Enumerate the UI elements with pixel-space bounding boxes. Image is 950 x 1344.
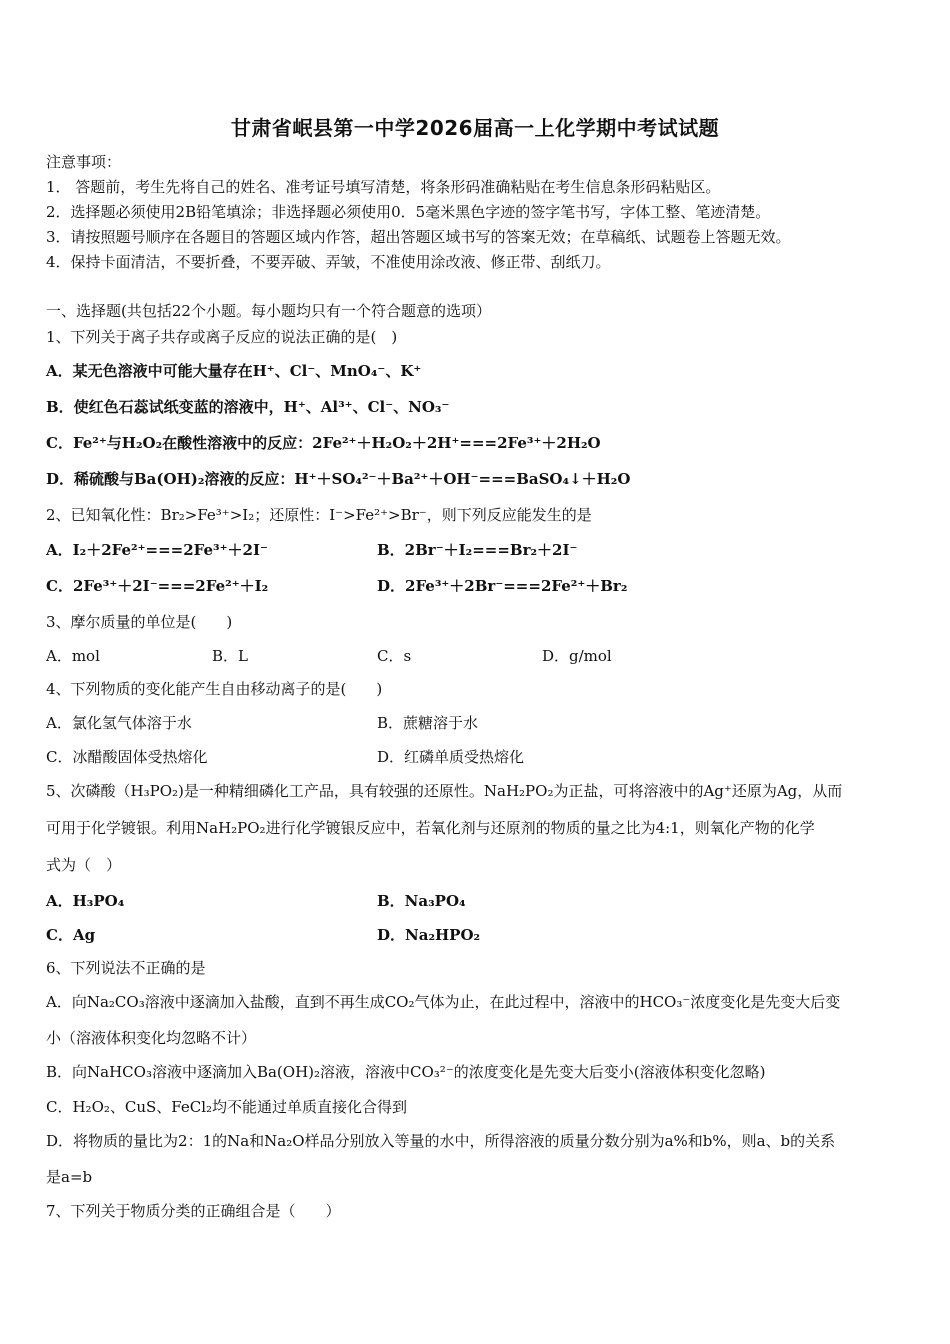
question-4-option-c: C．冰醋酸固体受热熔化 [46,748,208,766]
question-6-stem: 6、下列说法不正确的是 [46,959,206,977]
question-5-option-c: C．Ag [46,926,96,944]
question-3-option-c: C．s [377,647,412,665]
question-3-stem: 3、摩尔质量的单位是( ) [46,613,233,631]
question-5-option-a: A．H₃PO₄ [46,892,125,910]
question-4-option-a: A．氯化氢气体溶于水 [46,714,192,732]
question-6-option-d-line-1: D．将物质的量比为2：1的Na和Na₂O样品分别放入等量的水中，所得溶液的质量分数分别为a%和b%，则a、b的关系 [46,1132,836,1150]
question-2-option-a: A．I₂＋2Fe²⁺===2Fe³⁺＋2I⁻ [46,541,268,559]
note-item-3: 3．请按照题号顺序在各题目的答题区域内作答，超出答题区域书写的答案无效；在草稿纸、试题卷上答题无效。 [46,228,791,246]
question-1-option-b: B．使红色石蕊试纸变蓝的溶液中，H⁺、Al³⁺、Cl⁻、NO₃⁻ [46,398,450,416]
question-6-option-b: B．向NaHCO₃溶液中逐滴加入Ba(OH)₂溶液，溶液中CO₃²⁻的浓度变化是先变大后变小(溶液体积变化忽略) [46,1063,766,1081]
question-2-option-b: B．2Br⁻＋I₂===Br₂＋2I⁻ [377,541,578,559]
question-3-option-a: A．mol [46,647,100,665]
question-1-stem: 1、下列关于离子共存或离子反应的说法正确的是( ) [46,328,398,346]
question-7-stem: 7、下列关于物质分类的正确组合是（ ） [46,1202,341,1220]
note-item-1: 1． 答题前，考生先将自己的姓名、准考证号填写清楚，将条形码准确粘贴在考生信息条形码粘贴区。 [46,178,721,196]
question-2-option-c: C．2Fe³⁺＋2I⁻===2Fe²⁺＋I₂ [46,577,269,595]
question-5-stem-line-2: 可用于化学镀银。利用NaH₂PO₂进行化学镀银反应中，若氧化剂与还原剂的物质的量之比为4:1，则氧化产物的化学 [46,819,815,837]
question-5-option-b: B．Na₃PO₄ [377,892,466,910]
note-item-4: 4．保持卡面清洁，不要折叠，不要弄破、弄皱，不准使用涂改液、修正带、刮纸刀。 [46,253,611,271]
question-6-option-c: C．H₂O₂、CuS、FeCl₂均不能通过单质直接化合得到 [46,1098,408,1116]
note-item-2: 2．选择题必须使用2B铅笔填涂；非选择题必须使用0．5毫米黑色字迹的签字笔书写，字体工整、笔迹清楚。 [46,203,771,221]
section-heading: 一、选择题(共包括22个小题。每小题均只有一个符合题意的选项） [46,302,491,320]
question-6-option-d-line-2: 是a=b [46,1168,93,1186]
question-3-option-b: B．L [212,647,248,665]
question-1-option-d: D．稀硫酸与Ba(OH)₂溶液的反应：H⁺＋SO₄²⁻＋Ba²⁺＋OH⁻===BaSO₄↓＋H₂O [46,470,631,488]
question-5-stem-line-3: 式为（ ） [46,856,122,874]
question-5-option-d: D．Na₂HPO₂ [377,926,481,944]
question-2-stem: 2、已知氧化性：Br₂>Fe³⁺>I₂；还原性：I⁻>Fe²⁺>Br⁻，则下列反应能发生的是 [46,506,592,524]
question-6-option-a-line-2: 小（溶液体积变化均忽略不计） [46,1029,257,1047]
question-2-option-d: D．2Fe³⁺＋2Br⁻===2Fe²⁺＋Br₂ [377,577,628,595]
question-6-option-a-line-1: A．向Na₂CO₃溶液中逐滴加入盐酸，直到不再生成CO₂气体为止，在此过程中，溶液中的HCO₃⁻浓度变化是先变大后变 [46,993,841,1011]
question-4-option-d: D．红磷单质受热熔化 [377,748,525,766]
page-title: 甘肃省岷县第一中学2026届高一上化学期中考试试题 [230,116,720,140]
question-4-stem: 4、下列物质的变化能产生自由移动离子的是( ) [46,680,383,698]
question-5-stem-line-1: 5、次磷酸（H₃PO₂)是一种精细磷化工产品，具有较强的还原性。NaH₂PO₂为正盐，可将溶液中的Ag⁺还原为Ag，从而 [46,782,843,800]
question-1-option-c: C．Fe²⁺与H₂O₂在酸性溶液中的反应：2Fe²⁺＋H₂O₂＋2H⁺===2Fe³⁺＋2H₂O [46,434,601,452]
question-1-option-a: A．某无色溶液中可能大量存在H⁺、Cl⁻、MnO₄⁻、K⁺ [46,362,422,380]
question-4-option-b: B．蔗糖溶于水 [377,714,479,732]
question-3-option-d: D．g/mol [542,647,612,665]
notes-heading: 注意事项： [46,153,122,171]
